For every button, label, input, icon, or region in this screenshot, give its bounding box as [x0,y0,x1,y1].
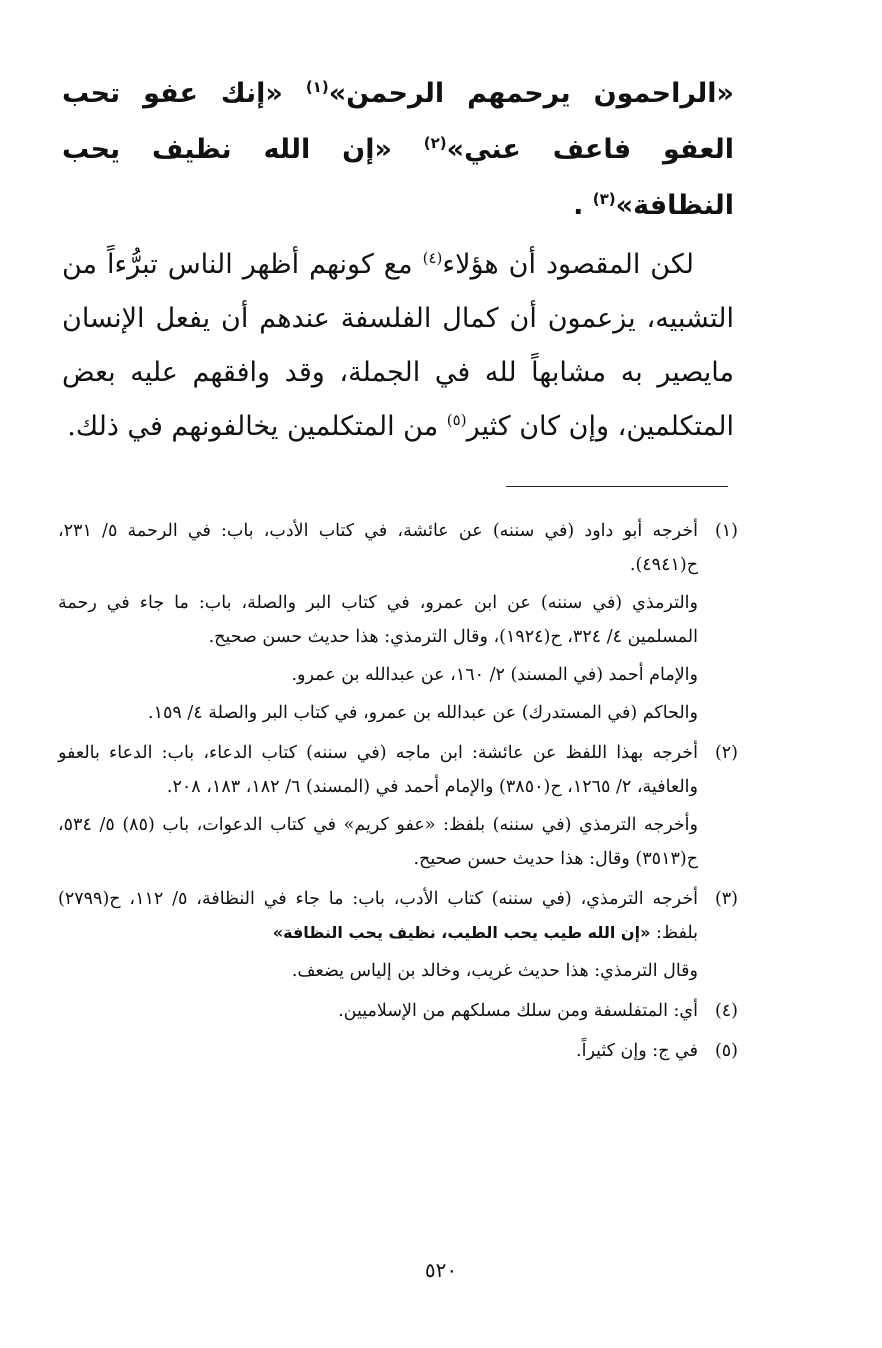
footnote-paragraph: أي: المتفلسفة ومن سلك مسلكهم من الإسلاميين. [338,1001,698,1021]
main-text [62,66,734,454]
hadith-quotes-line [62,66,734,234]
footnote-number: (٥) [714,1041,738,1061]
page-number: ٥٢٠ [424,1258,458,1282]
footnote-number: (٢) [714,743,738,763]
quote-3: «إن الله نظيف يحب النظافة» [62,134,734,221]
footnote-number: (٣) [714,889,738,909]
hadith-quote-bold: «إن الله طيب يحب الطيب، نظيف يحب النظافة» [272,923,651,942]
footnote-ref-4[interactable]: (٤) [422,249,443,267]
footnote-paragraph: وأخرجه الترمذي (في سننه) بلفظ: «عفو كريم» في كتاب الدعوات، باب (٨٥) ٥/ ٥٣٤، ح(٣٥١٣) وقال: هذا حديث حسن صحيح. [58,815,698,869]
footnote-2 [58,736,738,880]
footnote-ref-1[interactable]: (١) [305,78,329,96]
paragraph-part-1: لكن المقصود أن هؤلاء [442,249,694,280]
footnote-paragraph: في ج: وإن كثيراً. [576,1041,698,1061]
paragraph-part-3: من المتكلمين يخالفونهم في ذلك. [67,411,447,442]
footnote-1 [58,514,738,734]
footnote-ref-2[interactable]: (٢) [423,134,447,152]
footnote-body [58,882,698,992]
footnote-body [58,1034,698,1072]
footnote-3 [58,882,738,992]
footnote-paragraph: أخرجه أبو داود (في سننه) عن عائشة، في كتاب الأدب، باب: في الرحمة ٥/ ٢٣١، ح(٤٩٤١). [58,521,698,575]
quote-2: «إنك عفو تحب العفو فاعف عني» [62,78,734,165]
footnote-paragraph: أخرجه بهذا اللفظ عن عائشة: ابن ماجه (في سننه) كتاب الدعاء، باب: الدعاء بالعفو والعافية، ٢/ ١٢٦٥، ح(٣٨٥٠) والإمام أحمد في (المسند) ٦/ ١٨٢، ١٨٣، ٢٠٨. [58,743,698,797]
footnote-number: (١) [714,521,738,541]
footnote-paragraph: والإمام أحمد (في المسند) ٢/ ١٦٠، عن عبدالله بن عمرو. [291,665,698,685]
footnotes [58,514,738,1074]
footnote-5 [58,1034,738,1072]
body-paragraph [62,238,734,454]
footnote-body [58,736,698,880]
footnote-text: أخرجه الترمذي، (في سننه) كتاب الأدب، باب: ما جاء في النظافة، ٥/ ١١٢، ح(٢٧٩٩) بلفظ: [58,889,698,943]
paragraph-part-2: مع كونهم أظهر الناس تبرُّءاً من التشبيه، يزعمون أن كمال الفلسفة عندهم أن يفعل الإنسان مايصير به مشابهاً لله في الجملة، وقد وافقهم عليه بعض المتكلمين، وإن كان كثير [62,249,734,442]
footnote-body [58,994,698,1032]
footnote-body [58,514,698,734]
footnote-separator [506,486,728,487]
footnote-number: (٤) [714,1001,738,1021]
footnote-paragraph [58,882,698,950]
footnote-ref-5[interactable]: (٥) [446,411,467,429]
footnote-paragraph: وقال الترمذي: هذا حديث غريب، وخالد بن إلياس يضعف. [291,961,698,981]
footnote-4 [58,994,738,1032]
footnote-paragraph: والحاكم (في المستدرك) عن عبدالله بن عمرو، في كتاب البر والصلة ٤/ ١٥٩. [147,703,698,723]
footnote-ref-3[interactable]: (٣) [592,190,616,208]
quote-1: «الراحمون يرحمهم الرحمن» [328,78,734,109]
line-end: . [573,190,593,221]
footnote-paragraph: والترمذي (في سننه) عن ابن عمرو، في كتاب البر والصلة، باب: ما جاء في رحمة المسلمين ٤/ ٣٢٤، ح(١٩٢٤)، وقال الترمذي: هذا حديث حسن صحيح. [58,593,698,647]
